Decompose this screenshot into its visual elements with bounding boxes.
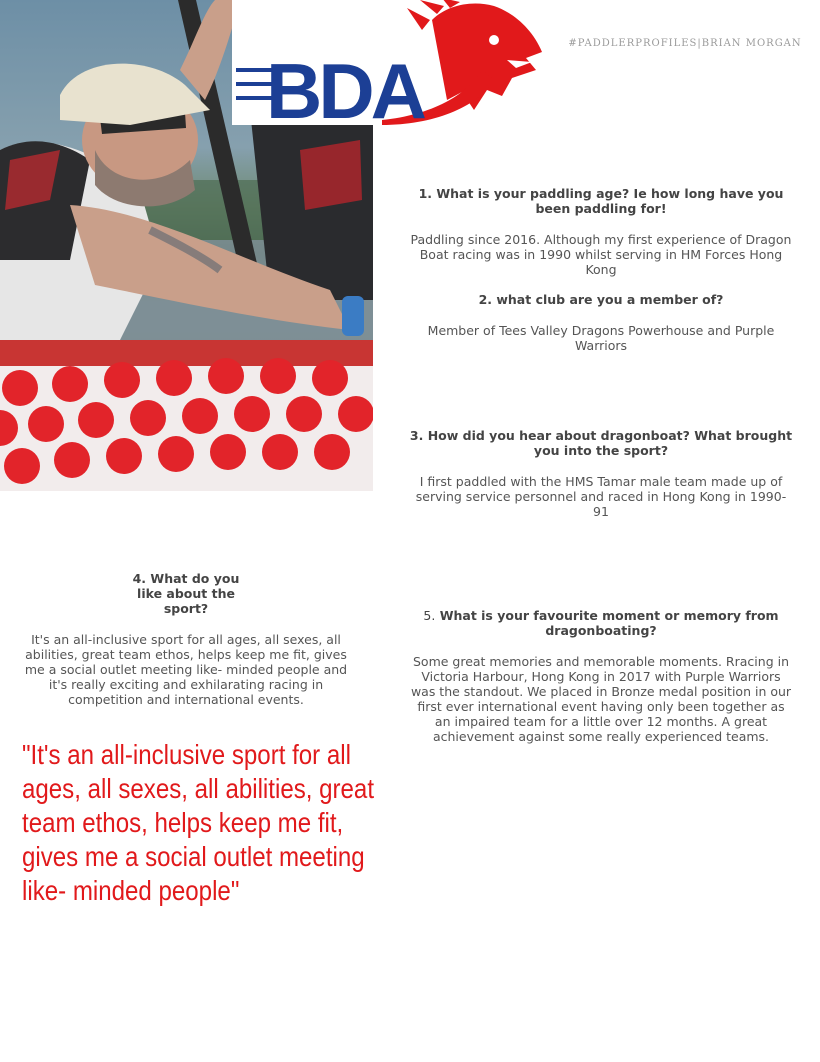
qa-block-3 bbox=[408, 428, 794, 519]
profile-tag: #PADDLERPROFILES|BRIAN MORGAN bbox=[568, 38, 802, 49]
logo-text: BDA bbox=[266, 47, 423, 125]
pull-quote: "It's an all-inclusive sport for all ages, all sexes, all abilities, great team ethos, helps keep me fit, gives me a social outlet meeting like- minded people" bbox=[22, 739, 375, 906]
bda-logo bbox=[232, 0, 544, 125]
qa-block-4 bbox=[18, 571, 354, 707]
question-3: 3. How did you hear about dragonboat? What brought you into the sport? bbox=[409, 428, 793, 458]
question-5-text: What is your favourite moment or memory from dragonboating? bbox=[439, 608, 779, 638]
question-1: 1. What is your paddling age? Ie how long have you been paddling for! bbox=[418, 186, 784, 216]
qa-block-2 bbox=[408, 292, 794, 353]
question-5-number: 5. bbox=[423, 608, 436, 623]
answer-5: Some great memories and memorable moments. Rracing in Victoria Harbour, Hong Kong in 2017 with Purple Warriors was the standout. We placed in Bronze medal position in our first ever international event having only been together as an impaired team for a little over 12 months. A great achievement against some really experienced teams. bbox=[410, 654, 792, 744]
qa-block-1 bbox=[408, 186, 794, 277]
question-2: 2. what club are you a member of? bbox=[478, 292, 724, 307]
qa-block-5 bbox=[408, 608, 794, 744]
dragon-head-icon bbox=[232, 0, 544, 125]
question-5 bbox=[408, 608, 794, 638]
answer-4: It's an all-inclusive sport for all ages, all sexes, all abilities, great team ethos, helps keep me fit, gives me a social outlet meeting like- minded people and it's really exciting and exhilarating racing in competition and international events. bbox=[24, 632, 348, 707]
answer-3: I first paddled with the HMS Tamar male team made up of serving service personnel and raced in Hong Kong in 1990-91 bbox=[415, 474, 787, 519]
question-4: 4. What do you like about the sport? bbox=[132, 571, 240, 616]
answer-2: Member of Tees Valley Dragons Powerhouse and Purple Warriors bbox=[427, 323, 775, 353]
answer-1: Paddling since 2016. Although my first experience of Dragon Boat racing was in 1990 whilst serving in HM Forces Hong Kong bbox=[410, 232, 792, 277]
